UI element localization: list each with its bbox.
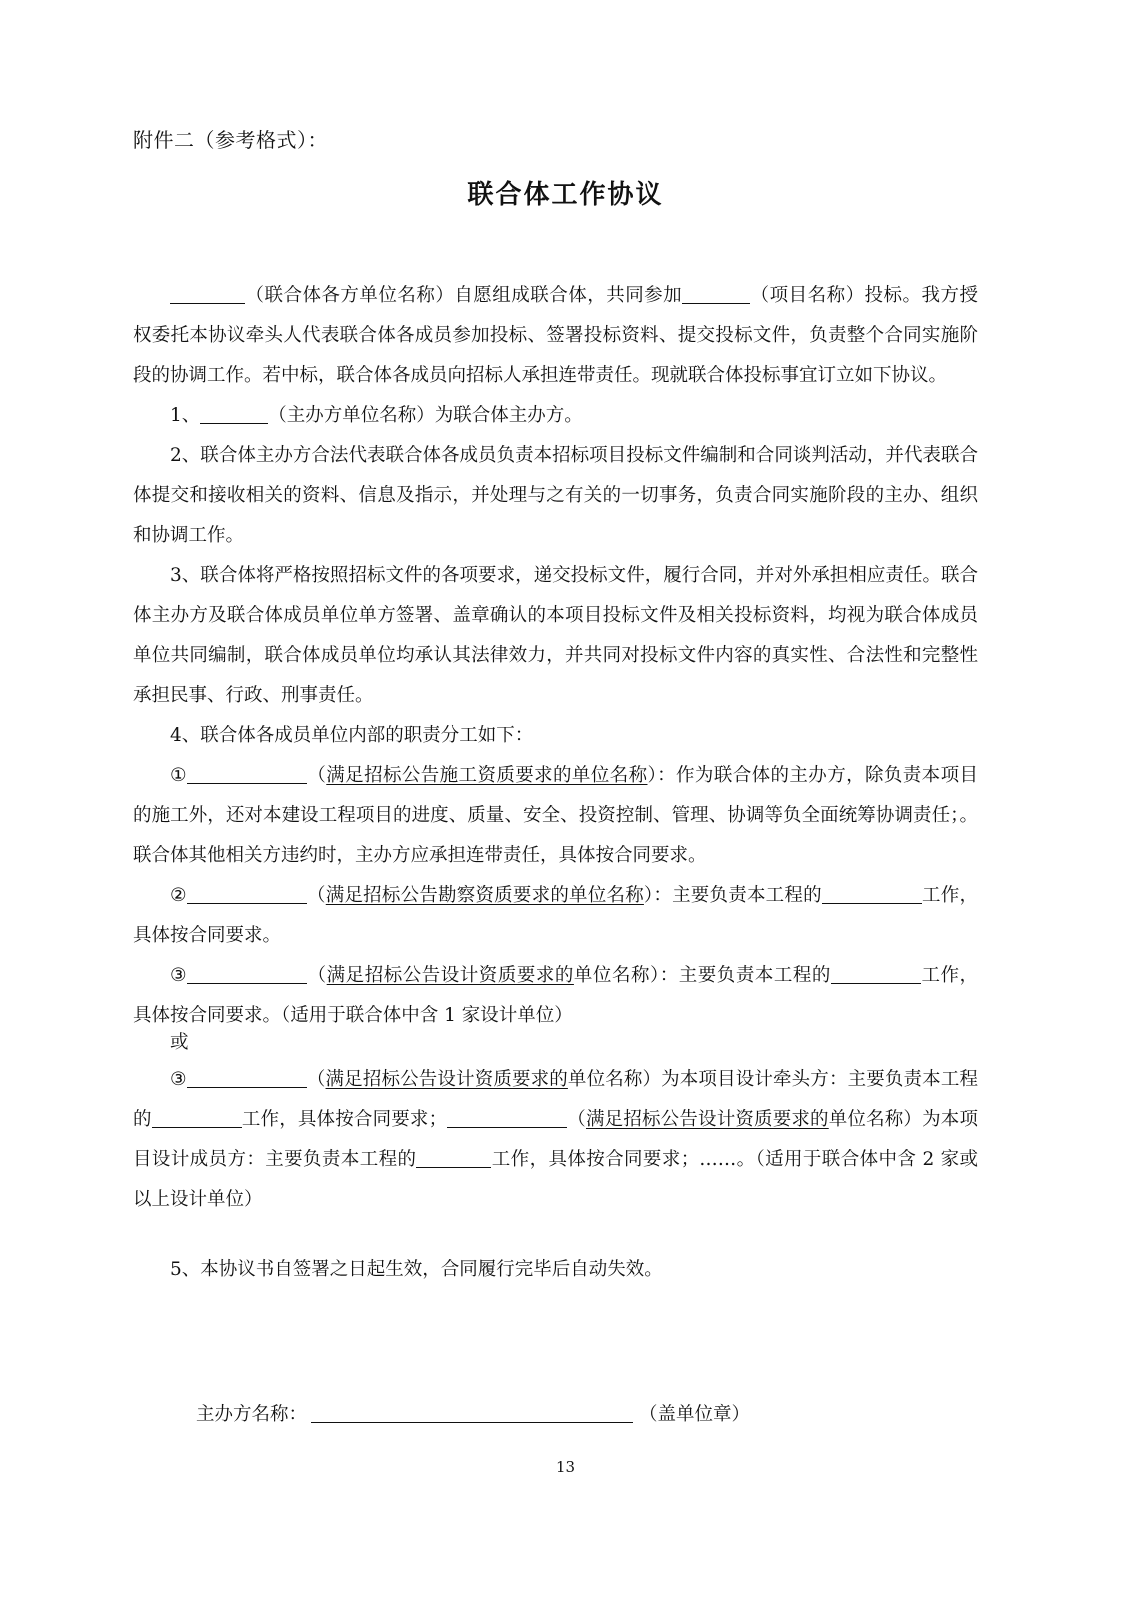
duty-2-text: ）：主要负责本工程的 — [643, 885, 822, 906]
document-title: 联合体工作协议 — [467, 180, 664, 210]
duty-3-single — [133, 956, 978, 1036]
annex-label: 附件二（参考格式）： — [133, 128, 328, 152]
duty-3b-marker: ③ — [170, 1069, 187, 1090]
duty-3b-text: 单位名称）为本项目设计牵头方：主要负责本工程的 — [133, 1069, 978, 1130]
duty-3-end: 工作，具体按合同要求。（适用于联合体中含 1 家设计单位） — [133, 965, 978, 1026]
duty-3-text: 单位名称）：主要负责本工程的 — [573, 965, 831, 986]
blank-field — [187, 963, 307, 984]
duty-2-underlined: 满足招标公告勘察资质要求的单位名称 — [325, 885, 644, 906]
signature-blank — [311, 1402, 633, 1423]
blank-field — [187, 763, 307, 784]
duty-2 — [133, 876, 978, 956]
clause-5: 5、本协议书自签署之日起生效，合同履行完毕后自动失效。 — [170, 1259, 663, 1280]
blank-field — [682, 283, 750, 304]
blank-field — [170, 283, 245, 304]
intro-text-2: （项目名称）投标。我方授权委托本协议牵头人代表联合体各成员参加投标、签署投标资料、提交投标文件，负责整个合同实施阶段的协调工作。若中标，联合体各成员向招标人承担连带责任。现就联合体投标事宜订立如下协议。 — [133, 285, 978, 386]
blank-field — [447, 1107, 567, 1128]
duty-1 — [133, 756, 978, 876]
duty-3b-underlined: 满足招标公告设计资质要求的 — [325, 1069, 568, 1090]
duty-3-marker: ③ — [170, 965, 188, 986]
signature-line — [196, 1400, 750, 1426]
duty-3b-underlined-2: 满足招标公告设计资质要求的 — [585, 1109, 829, 1130]
duty-3b-text-2: 工作，具体按合同要求； — [241, 1109, 448, 1130]
intro-paragraph — [133, 276, 978, 396]
paren: （ — [567, 1109, 586, 1130]
intro-text-1: （联合体各方单位名称）自愿组成联合体，共同参加 — [245, 285, 683, 306]
blank-field — [187, 1067, 307, 1088]
clause-1-text: （主办方单位名称）为联合体主办方。 — [268, 405, 583, 426]
blank-field — [200, 403, 268, 424]
or-connector: 或 — [170, 1032, 189, 1053]
clause-2: 2、联合体主办方合法代表联合体各成员负责本招标项目投标文件编制和合同谈判活动，并代表联合体提交和接收相关的资料、信息及指示，并处理与之有关的一切事务，负责合同实施阶段的主办、组织和协调工作。 — [133, 445, 978, 546]
duty-2-end: 工作，具体按合同要求。 — [133, 885, 978, 946]
paren: （ — [306, 1069, 326, 1090]
spacer — [133, 1220, 978, 1250]
paren: （ — [307, 965, 327, 986]
blank-field — [831, 963, 921, 984]
blank-field — [187, 883, 307, 904]
clause-4: 4、联合体各成员单位内部的职责分工如下： — [170, 725, 534, 746]
clause-3: 3、联合体将严格按照招标文件的各项要求，递交投标文件，履行合同，并对外承担相应责任。联合体主办方及联合体成员单位单方签署、盖章确认的本项目投标文件及相关投标资料，均视为联合体成员单位共同编制，联合体成员单位均承认其法律效力，并共同对投标文件内容的真实性、合法性和完整性承担民事、行政、刑事责任。 — [133, 565, 978, 706]
duty-1-underlined: 满足招标公告施工资质要求的单位名称 — [326, 765, 648, 786]
clause-1-prefix: 1、 — [170, 405, 201, 426]
clause-1 — [133, 396, 978, 436]
paren: （ — [306, 885, 326, 906]
signature-label: 主办方名称： — [196, 1404, 308, 1425]
blank-field — [152, 1107, 242, 1128]
duty-3b-text-3: 单位名称）为本项目设计成员方：主要负责本工程的 — [133, 1109, 978, 1170]
paren: （ — [306, 765, 327, 786]
blank-field — [416, 1147, 491, 1168]
document-body — [133, 276, 978, 1290]
duty-2-marker: ② — [170, 885, 187, 906]
page-number: 13 — [555, 1458, 576, 1476]
seal-note: （盖单位章） — [639, 1404, 751, 1425]
duty-1-text: ）：作为联合体的主办方，除负责本项目的施工外，还对本建设工程项目的进度、质量、安全、投资控制、管理、协调等负全面统筹协调责任；。联合体其他相关方违约时，主办方应承担连带责任，具体按合同要求。 — [133, 765, 978, 866]
duty-1-marker: ① — [170, 765, 187, 786]
duty-3-underlined: 满足招标公告设计资质要求的 — [326, 965, 574, 986]
blank-field — [822, 883, 922, 904]
duty-3b-end: 工作，具体按合同要求；……。（适用于联合体中含 2 家或以上设计单位） — [133, 1149, 978, 1210]
duty-3-multiple — [133, 1060, 978, 1220]
